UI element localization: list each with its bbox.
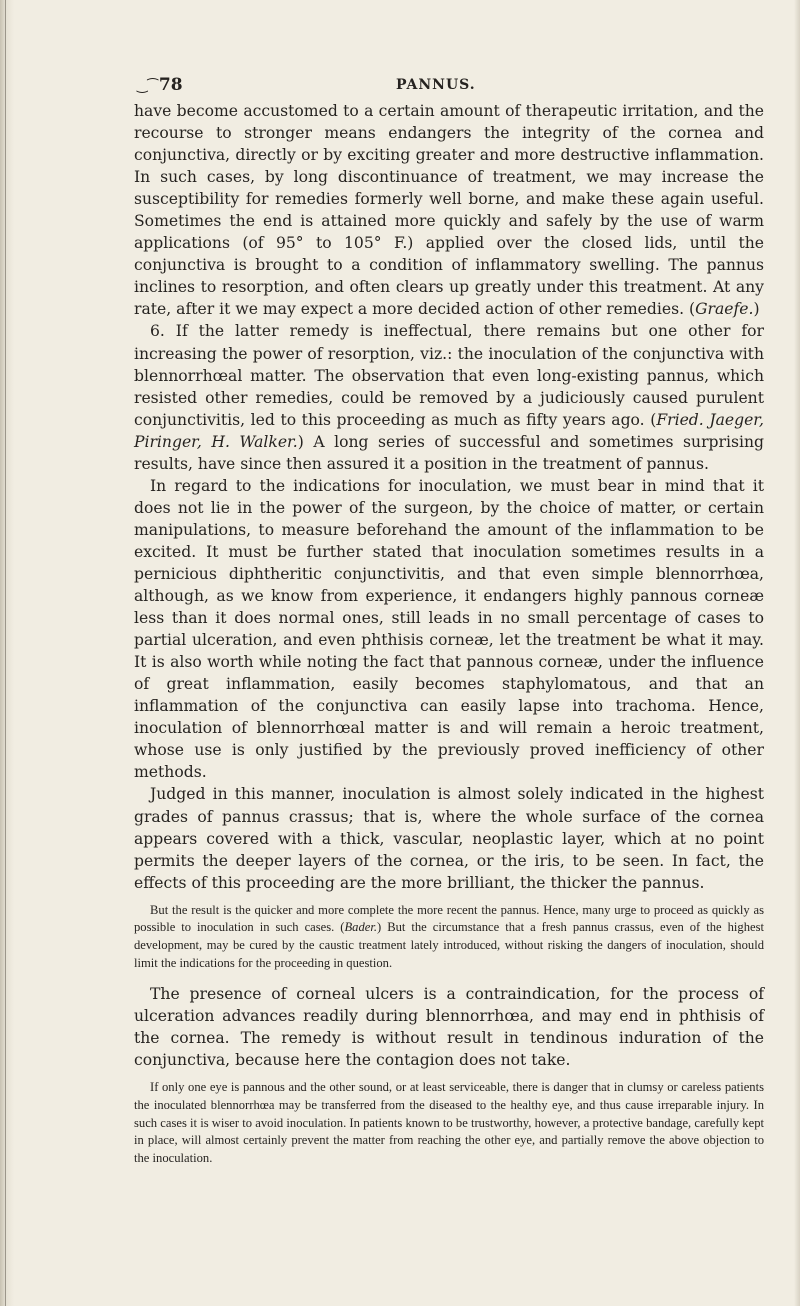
- citation: Fried. Jaeger, Piringer, H. Walker.: [134, 410, 765, 451]
- binding-rule: [5, 0, 6, 1306]
- paragraph-p1: have become accustomed to a certain amount of therapeutic irritation, and the recourse to stronger means endangers the integrity of the cornea and conjunctiva, directly or by exciting greater and more destructive inflammation. In such cases, by long discontinuance of treatment, we may increase the susceptibility for remedies formerly well borne, and make these again useful. Sometimes the end is attained more quickly and safely by the use of warm applications (of 95° to 105° F.) applied over the closed lids, until the conjunctiva is brought to a condition of inflammatory swelling. The pannus inclines to resorption, and often clears up greatly under this treatment. At any rate, after it we may expect a more decided action of other remedies. (Graefe.): [134, 102, 764, 319]
- binding-edge: [0, 0, 14, 1306]
- citation: Bader.: [344, 920, 378, 935]
- citation: Graefe.: [695, 300, 754, 319]
- paragraph-p4: Judged in this manner, inoculation is almost solely indicated in the highest grades of pannus crassus; that is, where the whole surface of the cornea appears covered with a thick, vascular, neoplastic layer, which at no point permits the deeper layers of the cornea, or the iris, to be seen. In fact, the effects of this proceeding are the more brilliant, the thicker the pannus.: [134, 785, 764, 892]
- running-head: PANNUS.: [396, 77, 476, 93]
- small-note-2: If only one eye is pannous and the other sound, or at least serviceable, there is danger that in clumsy or careless patients the inoculated blennorrhœa may be transferred from the diseased to the healthy eye, and thus cause irreparable injury. In such cases it is wiser to avoid inoculation. In patients known to be trustworthy, however, a protective bandage, carefully kept in place, will almost certainly prevent the matter from reaching the other eye, and partially remove the above objection to the inoculation.: [134, 1080, 764, 1166]
- small-note-1: But the result is the quicker and more complete the more recent the pannus. Hence, many urge to proceed as quickly as possible to inoculation in such cases. (Bader.) But the circumstance that a fresh pannus crassus, even of the highest development, may be cured by the caustic treatment lately introduced, without risking the dangers of inoculation, should limit the indications for the proceeding in question.: [134, 902, 764, 971]
- paragraph-p5: The presence of corneal ulcers is a contraindication, for the process of ulceration advances readily during blennorrhœa, and may end in phthisis of the cornea. The remedy is without result in tendinous induration of the conjunctiva, because here the contagion does not take.: [134, 984, 764, 1070]
- paragraph-p3: In regard to the indications for inoculation, we must bear in mind that it does not lie in the power of the surgeon, by the choice of matter, or certain manipulations, to measure beforehand the amount of the inflammation to be excited. It must be further stated that inoculation sometimes results in a pernicious diphtheritic conjunctivitis, and that even simple blennorrhœa, although, as we know from experience, it endangers highly pannous corneæ less than it does normal ones, still leads in no small percentage of cases to partial ulceration, and even phthisis corneæ, let the treatment be what it may. It is also worth while noting the fact that pannous corneæ, under the influence of great inflammation, easily becomes staphylomatous, and that an inflammation of the conjunctiva can easily lapse into trachoma. Hence, inoculation of blennorrhœal matter is and will remain a heroic treatment, whose use is only justified by the previously proved inefficiency of other methods.: [134, 476, 764, 782]
- page-number: ‿⁀78: [137, 75, 183, 95]
- page-edge: [794, 0, 800, 1306]
- paragraph-p2: 6. If the latter remedy is ineffectual, there remains but one other for increasing the power of resorption, viz.: the inoculation of the conjunctiva with blennorrhœal matter. The observation that even long-existing pannus, which resisted other remedies, could be removed by a judiciously caused purulent conjunctivitis, led to this proceeding as much as fifty years ago. (Fried. Jaeger, Piringer, H. Walker.) A long series of successful and sometimes surprising results, have since then assured it a position in the treatment of pannus.: [134, 322, 765, 473]
- page-body: [134, 100, 764, 1168]
